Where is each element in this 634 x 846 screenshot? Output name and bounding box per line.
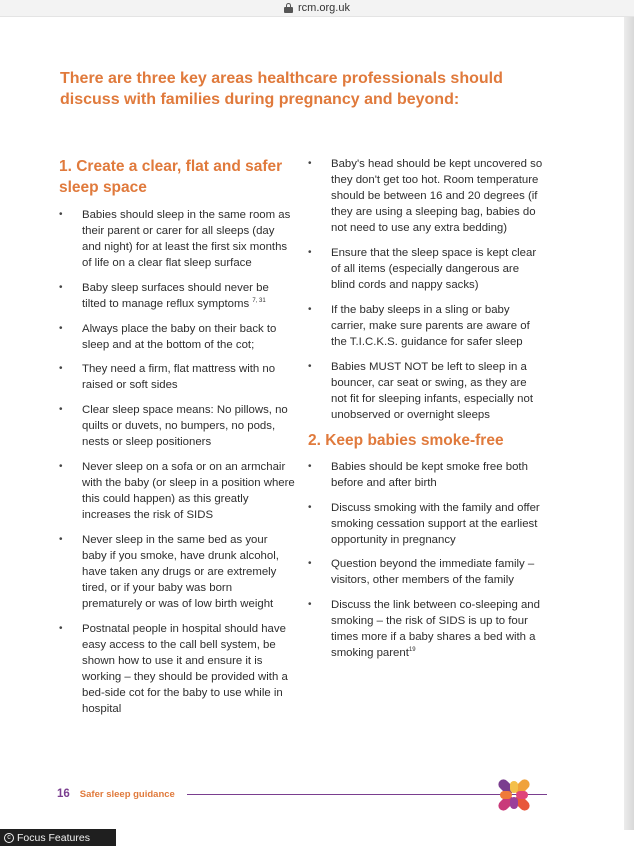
list-item: • Baby's head should be kept uncovered so they don't get too hot. Room temperature should be between 16 and 20 degrees (if they are using a sleeping bag, babies do not need to use any extra bedding) xyxy=(308,156,544,236)
right-column xyxy=(308,156,544,670)
section1-list xyxy=(59,207,295,717)
footer-title: Safer sleep guidance xyxy=(79,788,175,800)
rcm-logo-icon xyxy=(491,772,537,818)
page-number: 16 xyxy=(57,788,70,800)
page-edge xyxy=(624,17,634,830)
section1-heading: 1. Create a clear, flat and safer sleep space xyxy=(59,158,283,196)
browser-url-bar[interactable] xyxy=(0,0,634,17)
list-item: • Never sleep in the same bed as your baby if you smoke, have drunk alcohol, have taken any drugs or are extremely tired, or if your baby was born prematurely or was of low birth weight xyxy=(59,532,295,612)
section2-list xyxy=(308,459,544,662)
reference-superscript: 7, 31 xyxy=(252,298,266,305)
list-item: • Never sleep on a sofa or on an armchair with the baby (or sleep in a position where this could happen) as this greatly increases the risk of SIDS xyxy=(59,459,295,523)
intro-heading: There are three key areas healthcare professionals should discuss with families during pregnancy and beyond: xyxy=(60,70,503,108)
list-item: • Clear sleep space means: No pillows, no quilts or duvets, no bumpers, no pods, nests or sleep positioners xyxy=(59,402,295,450)
list-item: • Always place the baby on their back to sleep and at the bottom of the cot; xyxy=(59,321,295,353)
list-item: • Baby sleep surfaces should never be tilted to manage reflux symptoms $^{7, 31}$ xyxy=(59,280,295,312)
list-item: • Postnatal people in hospital should have easy access to the call bell system, be shown how to use it and ensure it is working – they should be provided with a bed-side cot for the baby to use while in hospital xyxy=(59,621,295,718)
reference-superscript: 19 xyxy=(408,647,416,654)
copyright-icon: c xyxy=(4,833,14,843)
section1-continued-list xyxy=(308,156,544,423)
list-item: • They need a firm, flat mattress with no raised or soft sides xyxy=(59,361,295,393)
section2 xyxy=(308,431,544,661)
list-item: • Discuss smoking with the family and offer smoking cessation support at the earliest opportunity in pregnancy xyxy=(308,500,544,548)
lock-icon xyxy=(284,3,293,13)
url-text: rcm.org.uk xyxy=(298,2,350,14)
list-item: • If the baby sleeps in a sling or baby carrier, make sure parents are aware of the T.I.C.K.S. guidance for safer sleep xyxy=(308,302,544,350)
watermark-text: Focus Features xyxy=(17,831,90,844)
watermark xyxy=(0,829,116,846)
page-footer xyxy=(57,786,547,802)
list-item: • Discuss the link between co-sleeping and smoking – the risk of SIDS is up to four times more if a baby shares a bed with a smoking parent$^{19}$ xyxy=(308,597,544,661)
list-item: • Ensure that the sleep space is kept clear of all items (especially dangerous are blind cords and nappy sacks) xyxy=(308,245,544,293)
list-item: • Question beyond the immediate family – visitors, other members of the family xyxy=(308,556,544,588)
section2-heading: 2. Keep babies smoke-free xyxy=(308,432,504,450)
left-column xyxy=(59,157,295,726)
list-item: • Babies should be kept smoke free both before and after birth xyxy=(308,459,544,491)
list-item: • Babies should sleep in the same room as their parent or carer for all sleeps (day and night) for at least the first six months of life on a clear flat sleep surface xyxy=(59,207,295,271)
list-item: • Babies MUST NOT be left to sleep in a bouncer, car seat or swing, as they are not fit for sleeping infants, especially not unobserved or overnight sleeps xyxy=(308,359,544,423)
